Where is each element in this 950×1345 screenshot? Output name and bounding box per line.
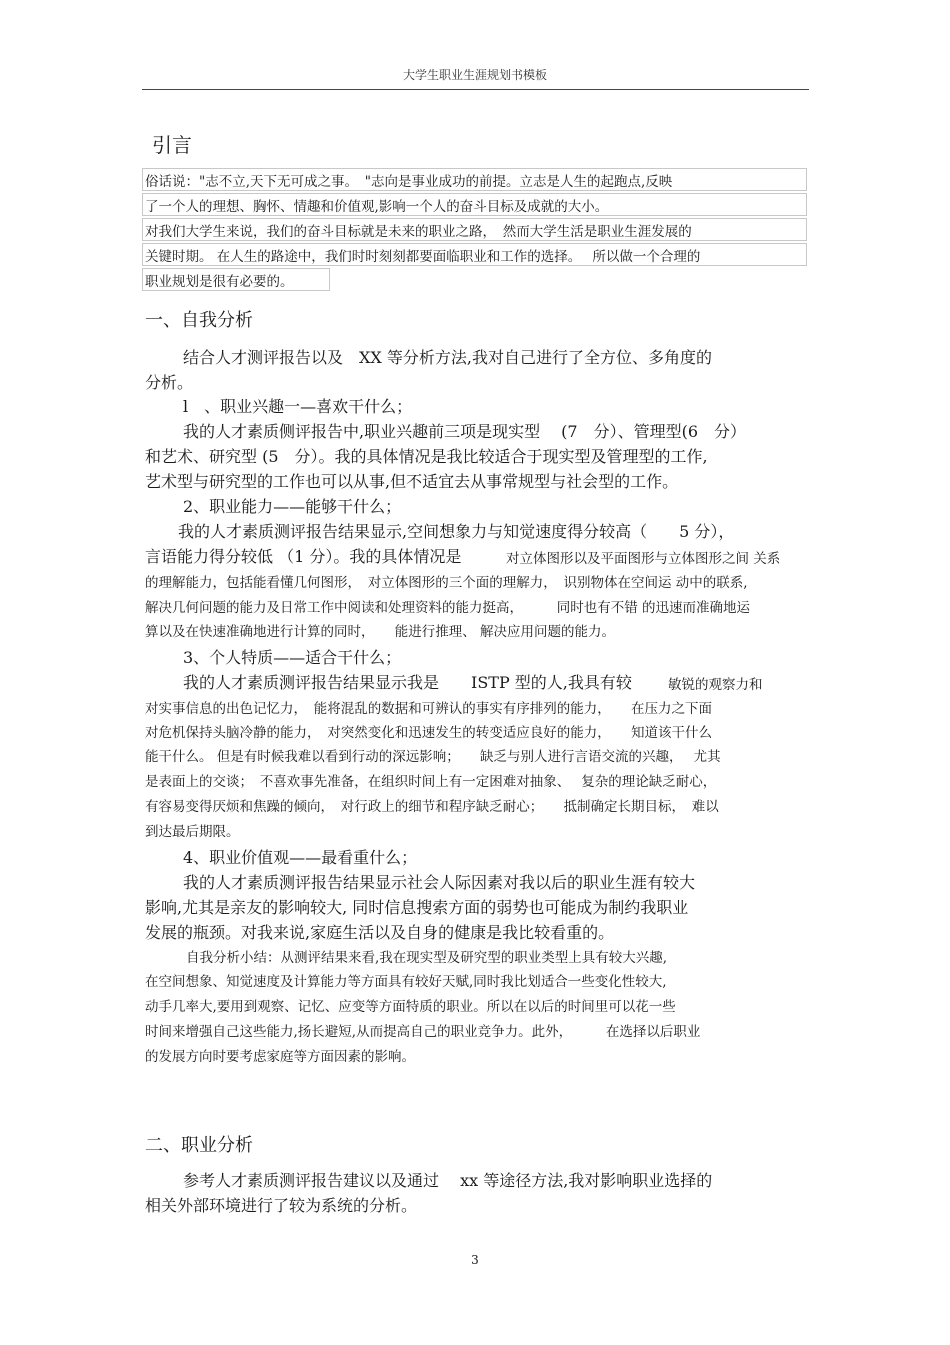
paragraph-line: 结合人才测评报告以及 XX 等分析方法,我对自己进行了全方位、多角度的 (183, 348, 712, 367)
paragraph-line: 发展的瓶颈。对我来说,家庭生活以及自身的健康是我比较看重的。 (145, 923, 615, 942)
page-number: 3 (471, 1253, 479, 1267)
paragraph-line: 言语能力得分较低 （1 分）。我的具体情况是 (145, 547, 462, 566)
paragraph-line: 我的人才素质测评报告结果显示社会人际因素对我以后的职业生涯有较大 (183, 873, 696, 892)
paragraph-line: 对立体图形以及平面图形与立体图形之间 关系 (506, 551, 781, 567)
paragraph-line: 算以及在快速准确地进行计算的同时， 能进行推理、 解决应用问题的能力。 (145, 624, 616, 640)
page-header-title: 大学生职业生涯规划书模板 (402, 68, 547, 82)
intro-line: 对我们大学生来说，我们的奋斗目标就是未来的职业之路， 然而大学生活是职业生涯发展的 (145, 224, 692, 240)
paragraph-line: 的理解能力，包括能看懂几何图形， 对立体图形的三个面的理解力， 识别物体在空间运 动中的联系, (145, 575, 748, 591)
intro-line: 职业规划是很有必要的。 (145, 274, 294, 290)
paragraph-line: 敏锐的观察力和 (668, 677, 763, 693)
subsection-heading: 2、职业能力——能够干什么； (183, 497, 402, 516)
paragraph-line: 我的人才素质测评报告结果显示我是 ISTP 型的人,我具有较 (183, 673, 632, 692)
paragraph-line: 解决几何问题的能力及日常工作中阅读和处理资料的能力挺高， 同时也有不错 的迅速而准确地运 (145, 600, 751, 616)
paragraph-line: 能干什么。 但是有时候我难以看到行动的深远影响； 缺乏与别人进行言语交流的兴趣， 尤其 (145, 749, 721, 765)
paragraph-line: 有容易变得厌烦和焦躁的倾向， 对行政上的细节和程序缺乏耐心； 抵制确定长期目标， 难以 (145, 799, 719, 815)
intro-line: 俗话说："志不立,天下无可成之事。 "志向是事业成功的前提。立志是人生的起跑点,反映 (145, 174, 673, 190)
summary-line: 时间来增强自己这些能力,扬长避短,从而提高自己的职业竞争力。此外， 在选择以后职业 (145, 1024, 701, 1040)
paragraph-line: 到达最后期限。 (145, 824, 240, 840)
summary-line: 自我分析小结：从测评结果来看,我在现实型及研究型的职业类型上具有较大兴趣, (186, 950, 668, 966)
intro-heading: 引言 (152, 133, 192, 157)
paragraph-line: 对实事信息的出色记忆力， 能将混乱的数据和可辨认的事实有序排列的能力， 在压力之下面 (145, 701, 712, 717)
subsection-heading: 4、职业价值观——最看重什么； (183, 848, 418, 867)
paragraph-line: 是表面上的交谈； 不喜欢事先准备，在组织时间上有一定困难对抽象、 复杂的理论缺乏耐心， (145, 774, 717, 790)
paragraph-line: 影响,尤其是亲友的影响较大, 同时信息搜索方面的弱势也可能成为制约我职业 (145, 898, 689, 917)
intro-line: 关键时期。 在人生的路途中，我们时时刻刻都要面临职业和工作的选择。 所以做一个合理的 (145, 249, 701, 265)
paragraph-line: 参考人才素质测评报告建议以及通过 xx 等途径方法,我对影响职业选择的 (183, 1171, 713, 1190)
summary-line: 的发展方向时要考虑家庭等方面因素的影响。 (145, 1049, 415, 1065)
paragraph-line: 相关外部环境进行了较为系统的分析。 (145, 1196, 418, 1215)
paragraph-line: 对危机保持头脑冷静的能力， 对突然变化和迅速发生的转变适应良好的能力， 知道该干什么 (145, 725, 712, 741)
section-heading-self-analysis: 一、自我分析 (145, 310, 253, 331)
header-divider (142, 89, 809, 90)
paragraph-line: 和艺术、研究型 (5 分）。我的具体情况是我比较适合于现实型及管理型的工作, (145, 447, 708, 466)
summary-line: 在空间想象、知觉速度及计算能力等方面具有较好天赋,同时我比划适合一些变化性较大, (145, 974, 667, 990)
paragraph-line: 分析。 (145, 373, 194, 392)
intro-line: 了一个人的理想、胸怀、情趣和价值观,影响一个人的奋斗目标及成就的大小。 (145, 199, 609, 215)
subsection-heading: l 、职业兴趣一—喜欢干什么； (183, 397, 413, 416)
summary-line: 动手几率大,要用到观察、记忆、应变等方面特质的职业。所以在以后的时间里可以花一些 (145, 999, 676, 1015)
paragraph-line: 我的人才素质测评报告结果显示,空间想象力与知觉速度得分较高（ 5 分）， (178, 522, 735, 541)
section-heading-career-analysis: 二、职业分析 (145, 1135, 253, 1156)
subsection-heading: 3、个人特质——适合干什么； (183, 648, 402, 667)
paragraph-line: 艺术型与研究型的工作也可以从事,但不适宜去从事常规型与社会型的工作。 (145, 472, 679, 491)
paragraph-line: 我的人才素质侧评报告中,职业兴趣前三项是现实型 (7 分）、管理型(6 分） (183, 422, 747, 441)
